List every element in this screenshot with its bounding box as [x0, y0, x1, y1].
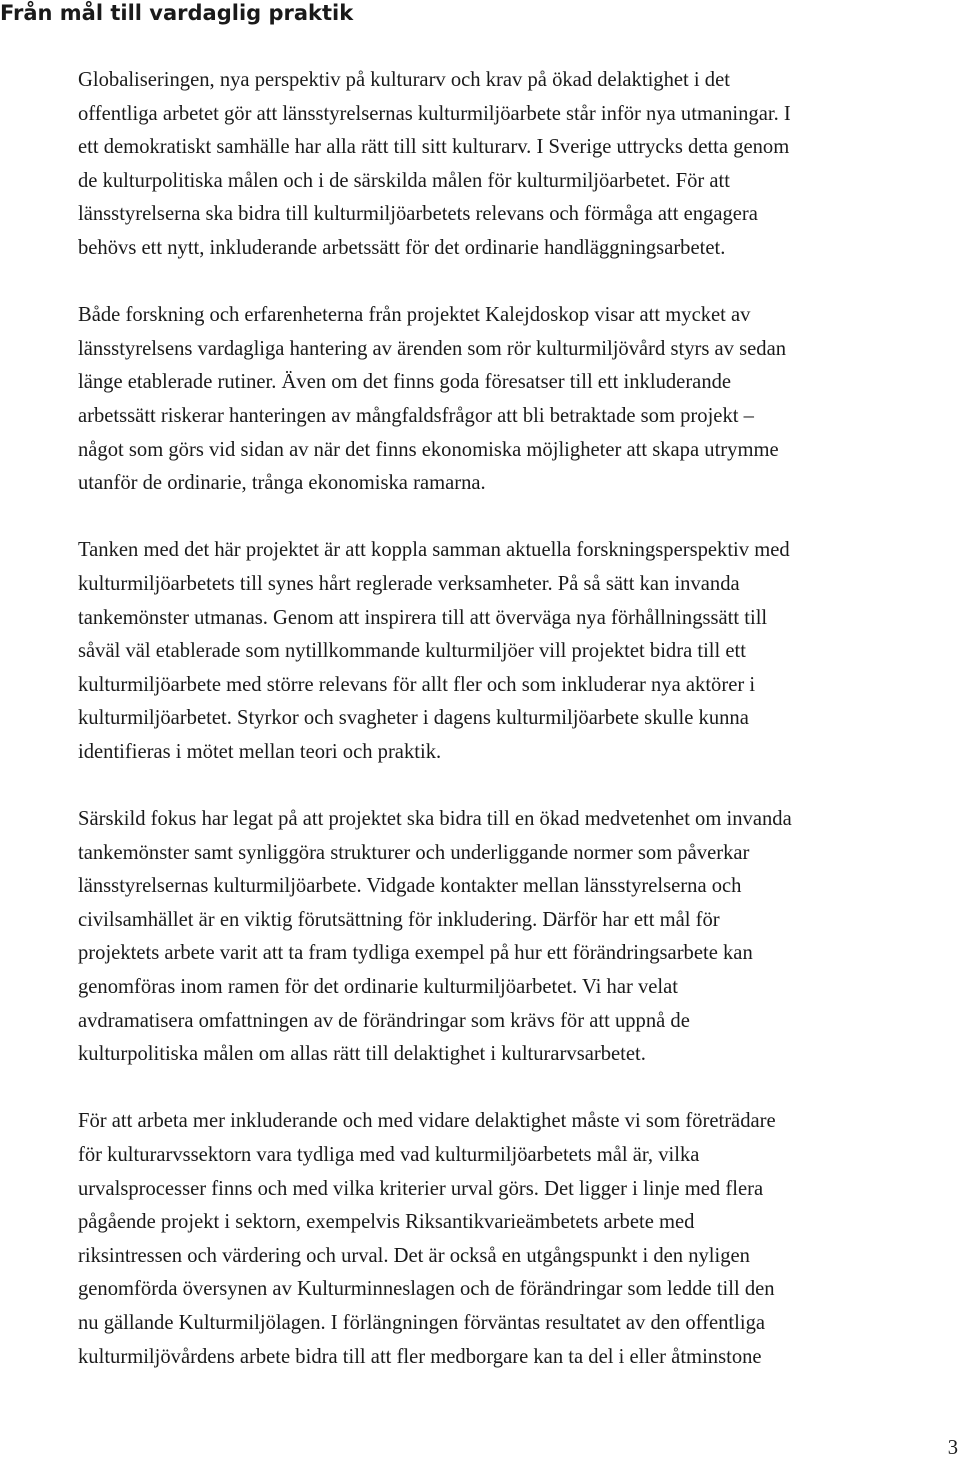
text-line: kulturmiljöarbetet. Styrkor och svagheter i dagens kulturmiljöarbete skulle kunna	[78, 707, 749, 730]
text-line: kulturmiljövårdens arbete bidra till att fler medborgare kan ta del i eller åtminstone	[78, 1345, 762, 1368]
text-line: urvalsprocesser finns och med vilka kriterier urval görs. Det ligger i linje med flera	[78, 1177, 764, 1200]
text-line: utanför de ordinarie, trånga ekonomiska ramarna.	[78, 472, 486, 495]
text-line: kulturmiljöarbete med större relevans för allt fler och som inkluderar nya aktörer i	[78, 673, 756, 696]
text-line: behövs ett nytt, inkluderande arbetssätt för det ordinarie handläggningsarbetet.	[78, 236, 726, 259]
paragraph	[78, 803, 958, 1072]
paragraph	[78, 1105, 958, 1374]
text-line: länsstyrelsernas kulturmiljöarbete. Vidgade kontakter mellan länsstyrelserna och	[78, 875, 742, 898]
text-line: Tanken med det här projektet är att koppla samman aktuella forskningsperspektiv med	[78, 539, 790, 562]
text-line: civilsamhället är en viktig förutsättning för inkludering. Därför har ett mål för	[78, 908, 720, 931]
text-line: ett demokratiskt samhälle har alla rätt till sitt kulturarv. I Sverige uttrycks detta genom	[78, 136, 790, 159]
page-heading: Från mål till vardaglig praktik	[0, 1, 354, 25]
text-line: tankemönster utmanas. Genom att inspirera till att överväga nya förhållningssätt till	[78, 606, 768, 629]
text-line: Globaliseringen, nya perspektiv på kulturarv och krav på ökad delaktighet i det	[78, 69, 730, 91]
paragraph	[78, 299, 958, 501]
text-line: de kulturpolitiska målen och i de särskilda målen för kulturmiljöarbetet. För att	[78, 169, 730, 192]
body-text	[78, 64, 958, 1408]
text-line: länge etablerade rutiner. Även om det finns goda föresatser till ett inkluderande	[78, 371, 732, 394]
paragraph	[78, 64, 958, 266]
page-number: 3	[947, 1437, 958, 1459]
text-line: länsstyrelserna ska bidra till kulturmiljöarbetets relevans och förmåga att engagera	[78, 203, 758, 226]
text-line: projektets arbete varit att ta fram tydliga exempel på hur ett förändringsarbete kan	[78, 942, 753, 965]
text-line: något som görs vid sidan av när det finns ekonomiska möjligheter att skapa utrymme	[78, 438, 779, 461]
text-line: såväl väl etablerade som nytillkommande kulturmiljöer vill projektet bidra till ett	[78, 640, 746, 663]
text-line: genomförda översynen av Kulturminneslagen och de förändringar som ledde till den	[78, 1278, 775, 1301]
text-line: nu gällande Kulturmiljölagen. I förlängningen förväntas resultatet av den offentliga	[78, 1311, 766, 1334]
text-line: identifieras i mötet mellan teori och praktik.	[78, 740, 442, 763]
text-line: För att arbeta mer inkluderande och med vidare delaktighet måste vi som företrädare	[78, 1110, 776, 1133]
paragraph	[78, 534, 958, 769]
text-line: offentliga arbetet gör att länsstyrelsernas kulturmiljöarbete står inför nya utmaningar. I	[78, 102, 791, 125]
text-line: tankemönster samt synliggöra strukturer och underliggande normer som påverkar	[78, 841, 750, 864]
text-line: riksintressen och värdering och urval. Det är också en utgångspunkt i den nyligen	[78, 1244, 750, 1267]
text-line: arbetssätt riskerar hanteringen av mångfaldsfrågor att bli betraktade som projekt –	[78, 404, 754, 427]
text-line: kulturpolitiska målen om allas rätt till delaktighet i kulturarvsarbetet.	[78, 1043, 646, 1066]
text-line: Både forskning och erfarenheterna från projektet Kalejdoskop visar att mycket av	[78, 304, 751, 327]
text-line: avdramatisera omfattningen av de förändringar som krävs för att uppnå de	[78, 1009, 690, 1032]
text-line: länsstyrelsens vardagliga hantering av ärenden som rör kulturmiljövård styrs av sedan	[78, 337, 787, 360]
text-line: kulturmiljöarbetets till synes hårt reglerade verksamheter. På så sätt kan invanda	[78, 572, 740, 595]
text-line: pågående projekt i sektorn, exempelvis Riksantikvarieämbetets arbete med	[78, 1211, 695, 1234]
text-line: genomföras inom ramen för det ordinarie kulturmiljöarbetet. Vi har velat	[78, 976, 678, 999]
text-line: Särskild fokus har legat på att projektet ska bidra till en ökad medvetenhet om invanda	[78, 808, 792, 831]
text-line: för kulturarvssektorn vara tydliga med vad kulturmiljöarbetets mål är, vilka	[78, 1144, 700, 1166]
